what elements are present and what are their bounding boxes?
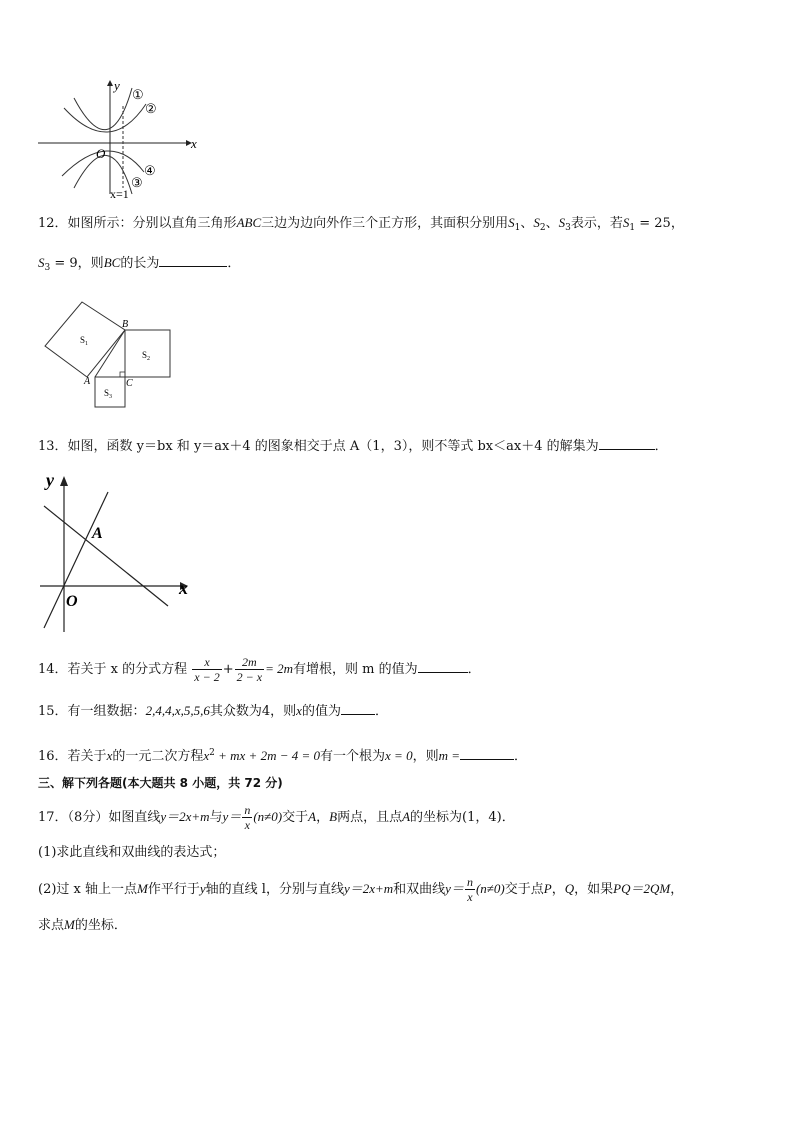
q17-p2-i: 的坐标． xyxy=(74,918,127,933)
curve-label-1: ① xyxy=(132,87,144,102)
q14-text-b: 有增根，则 m 的值为 xyxy=(293,662,418,677)
q12-sep2: 、 xyxy=(545,216,559,231)
q12-cond2-val: = 9 xyxy=(50,256,78,271)
svg-text:S1 xyxy=(80,335,88,347)
q17-p2-f: ，如果 xyxy=(574,882,614,897)
label-s1: S xyxy=(80,335,86,345)
q12-answer-blank[interactable] xyxy=(159,254,227,267)
q14-line xyxy=(38,652,481,687)
q12-text-b: 三边为边向外作三个正方形，其面积分别用 xyxy=(261,216,509,231)
q12-s3-sub: 3 xyxy=(565,223,571,233)
q16-text-d: ，则 xyxy=(412,749,439,764)
q12-comma: ， xyxy=(670,216,684,231)
q14-answer-blank[interactable] xyxy=(418,660,468,673)
q16-end: ． xyxy=(514,749,528,764)
q17-part2-line2 xyxy=(38,916,127,935)
q17-line-eq: y＝2x+m xyxy=(160,809,210,824)
q17-cond: (n≠0) xyxy=(253,809,283,824)
q12-text-c: 表示，若 xyxy=(570,216,623,231)
q12-text-a: 如图所示：分别以直角三角形 xyxy=(67,216,237,231)
q14-f1-den: x − 2 xyxy=(194,670,220,684)
q12-s2: S xyxy=(533,215,540,230)
q12-cond2-s: S xyxy=(38,255,45,270)
q14-f1-num: x xyxy=(192,655,221,670)
q17-p: P xyxy=(543,881,552,896)
q12-cond2-sub: 3 xyxy=(44,263,51,273)
q17-text-c: 两点，且点 xyxy=(337,810,403,825)
square-s3 xyxy=(95,377,125,407)
q16-m: m = xyxy=(438,748,461,763)
label-s1-sub: 1 xyxy=(85,341,89,347)
q17-p2-a: (2)过 x 轴上一点 xyxy=(38,882,138,897)
q12-s1: S xyxy=(508,215,515,230)
q15-mode: 4 xyxy=(261,704,271,719)
q17-text-a: 与 xyxy=(209,810,223,825)
section-3-title: 三、解下列各题(本大题共 8 小题，共 72 分) xyxy=(38,776,283,790)
svg-text:S2 xyxy=(142,350,150,362)
q13-o-label: O xyxy=(66,593,78,610)
line-y-ax-plus-4 xyxy=(44,506,168,606)
q17-f-den: x xyxy=(244,818,250,832)
line-label: x=1 xyxy=(110,187,129,200)
q15-text-c: ，则 xyxy=(270,704,297,719)
q15-number: 15． xyxy=(38,704,68,719)
q16-line xyxy=(38,744,527,766)
q17-m2: M xyxy=(64,917,75,932)
q13-y-label: y xyxy=(46,470,54,490)
q17-part2-line1 xyxy=(38,872,683,907)
q17-number: 17． xyxy=(38,810,68,825)
curve-label-4: ④ xyxy=(144,163,156,178)
q13-x-label: x xyxy=(179,578,188,598)
y-axis-arrow xyxy=(107,80,113,86)
q14-number: 14． xyxy=(38,662,68,677)
curve-label-2: ② xyxy=(145,101,157,116)
q17-y-eq: y＝ xyxy=(222,809,242,824)
q12-cond1-sub: 1 xyxy=(629,223,636,233)
q17-text-d: 的坐标为(1，4)． xyxy=(410,810,515,825)
q17-p2-y: y＝ xyxy=(445,881,464,896)
q17-part1: (1)求此直线和双曲线的表达式； xyxy=(38,845,226,860)
fig11-y-label: y xyxy=(114,78,120,93)
label-s2: S xyxy=(142,350,148,360)
q12-sep1: 、 xyxy=(520,216,534,231)
q12-bc: BC xyxy=(103,255,121,270)
q17-p2-e: 交于点 xyxy=(504,882,544,897)
q17-fraction xyxy=(242,803,252,832)
label-s2-sub: 2 xyxy=(147,356,151,362)
q17-p2-h: 求点 xyxy=(38,918,65,933)
q16-number: 16． xyxy=(38,749,68,764)
q13-text: 如图，函数 y＝bx 和 y＝ax＋4 的图象相交于点 A（1，3），则不等式 bx＜ax＋4 的解集为 xyxy=(67,439,599,454)
q13-line xyxy=(38,437,668,456)
triangle-hypotenuse xyxy=(95,330,125,377)
q16-text-a: 若关于 xyxy=(67,749,107,764)
q15-end: ． xyxy=(374,704,388,719)
q12-s2-sub: 2 xyxy=(539,223,546,233)
q16-root: x = 0 xyxy=(385,748,413,763)
q17-sep: ， xyxy=(316,810,330,825)
q17-score: （8分）如图直线 xyxy=(67,810,161,825)
q17-text-b: 交于 xyxy=(282,810,309,825)
q12-line1 xyxy=(38,214,684,237)
q17-p2-d: 和双曲线 xyxy=(393,882,446,897)
q14-text-a: 若关于 x 的分式方程 xyxy=(67,662,188,677)
q17-f-num: n xyxy=(244,803,251,817)
curve-2 xyxy=(64,104,146,132)
q17-q: Q xyxy=(564,881,575,896)
q17-p2-fraction xyxy=(465,875,475,904)
q13-number: 13． xyxy=(38,439,68,454)
q17-p2-cond: (n≠0) xyxy=(475,881,505,896)
right-angle-mark xyxy=(120,372,125,377)
q12-figure xyxy=(42,296,176,414)
q15-data: 2,4,4,x,5,5,6 xyxy=(145,703,210,718)
q16-x: x xyxy=(106,748,113,763)
q15-text-d: 的值为 xyxy=(301,704,341,719)
q17-p2-g: ， xyxy=(670,882,684,897)
square-s2 xyxy=(125,330,170,377)
q15-line xyxy=(38,702,388,721)
q14-end: ． xyxy=(467,662,481,677)
q17-m: M xyxy=(137,881,148,896)
curve-label-3: ③ xyxy=(131,175,143,190)
q17-a: A xyxy=(308,809,317,824)
q14-fraction-1 xyxy=(192,655,221,684)
q14-rhs: = 2m xyxy=(265,661,293,676)
q17-p2-b: 作平行于 xyxy=(147,882,200,897)
q16-eq-sup: 2 xyxy=(209,748,215,758)
q12-line2 xyxy=(38,254,240,277)
q12-cond1-val: = 25 xyxy=(635,216,671,231)
q17-yaxis: y xyxy=(199,881,206,896)
q15-x: x xyxy=(296,703,302,718)
fig11-origin: O xyxy=(96,146,106,161)
q14-fraction-2 xyxy=(235,655,264,684)
q12-cond1-s: S xyxy=(622,215,630,230)
q12-s1-sub: 1 xyxy=(514,223,521,233)
q12-s3: S xyxy=(558,215,566,230)
q12-number: 12． xyxy=(38,216,68,231)
q17-a2: A xyxy=(402,809,411,824)
q15-text-a: 有一组数据： xyxy=(67,704,146,719)
q12-abc: ABC xyxy=(236,215,262,230)
q13-a-label: A xyxy=(92,525,103,542)
q15-text-b: 其众数为 xyxy=(209,704,262,719)
q17-p2-line: y＝2x+m xyxy=(343,881,394,896)
q12-text-d: ，则 xyxy=(77,256,104,271)
q12-text-e: 的长为 xyxy=(120,256,160,271)
q17-line1 xyxy=(38,800,515,835)
q16-answer-blank[interactable] xyxy=(460,747,514,760)
q13-figure xyxy=(36,468,196,636)
q14-f2-num: 2m xyxy=(235,655,264,670)
q13-end: ． xyxy=(654,439,668,454)
q17-p2-sep: ， xyxy=(551,882,565,897)
q16-text-c: 有一个根为 xyxy=(320,749,386,764)
q17-pq: PQ＝2QM xyxy=(613,881,671,896)
svg-text:S3 xyxy=(104,388,112,400)
q14-f2-den: 2 − x xyxy=(236,670,263,684)
q16-eq-a: x xyxy=(203,748,210,763)
label-c: C xyxy=(126,378,133,389)
q13-y-arrow xyxy=(60,476,68,486)
label-s3: S xyxy=(104,388,110,398)
q13-answer-blank[interactable] xyxy=(599,437,655,450)
q17-p2-f-den: x xyxy=(467,890,473,904)
q16-eq-b: + mx + 2m − 4 = 0 xyxy=(214,748,321,763)
q12-end: ． xyxy=(227,256,241,271)
q14-plus: + xyxy=(222,662,234,677)
q17-b: B xyxy=(329,809,338,824)
label-s3-sub: 3 xyxy=(109,394,113,400)
q17-p2-f-num: n xyxy=(466,875,473,889)
q17-p2-c: 轴的直线 l，分别与直线 xyxy=(205,882,344,897)
label-a: A xyxy=(84,376,91,387)
label-b: B xyxy=(122,319,129,330)
q16-text-b: 的一元二次方程 xyxy=(112,749,204,764)
fig11-graph xyxy=(34,76,204,200)
q15-answer-blank[interactable] xyxy=(341,702,375,715)
fig11-x-label: x xyxy=(191,136,197,151)
